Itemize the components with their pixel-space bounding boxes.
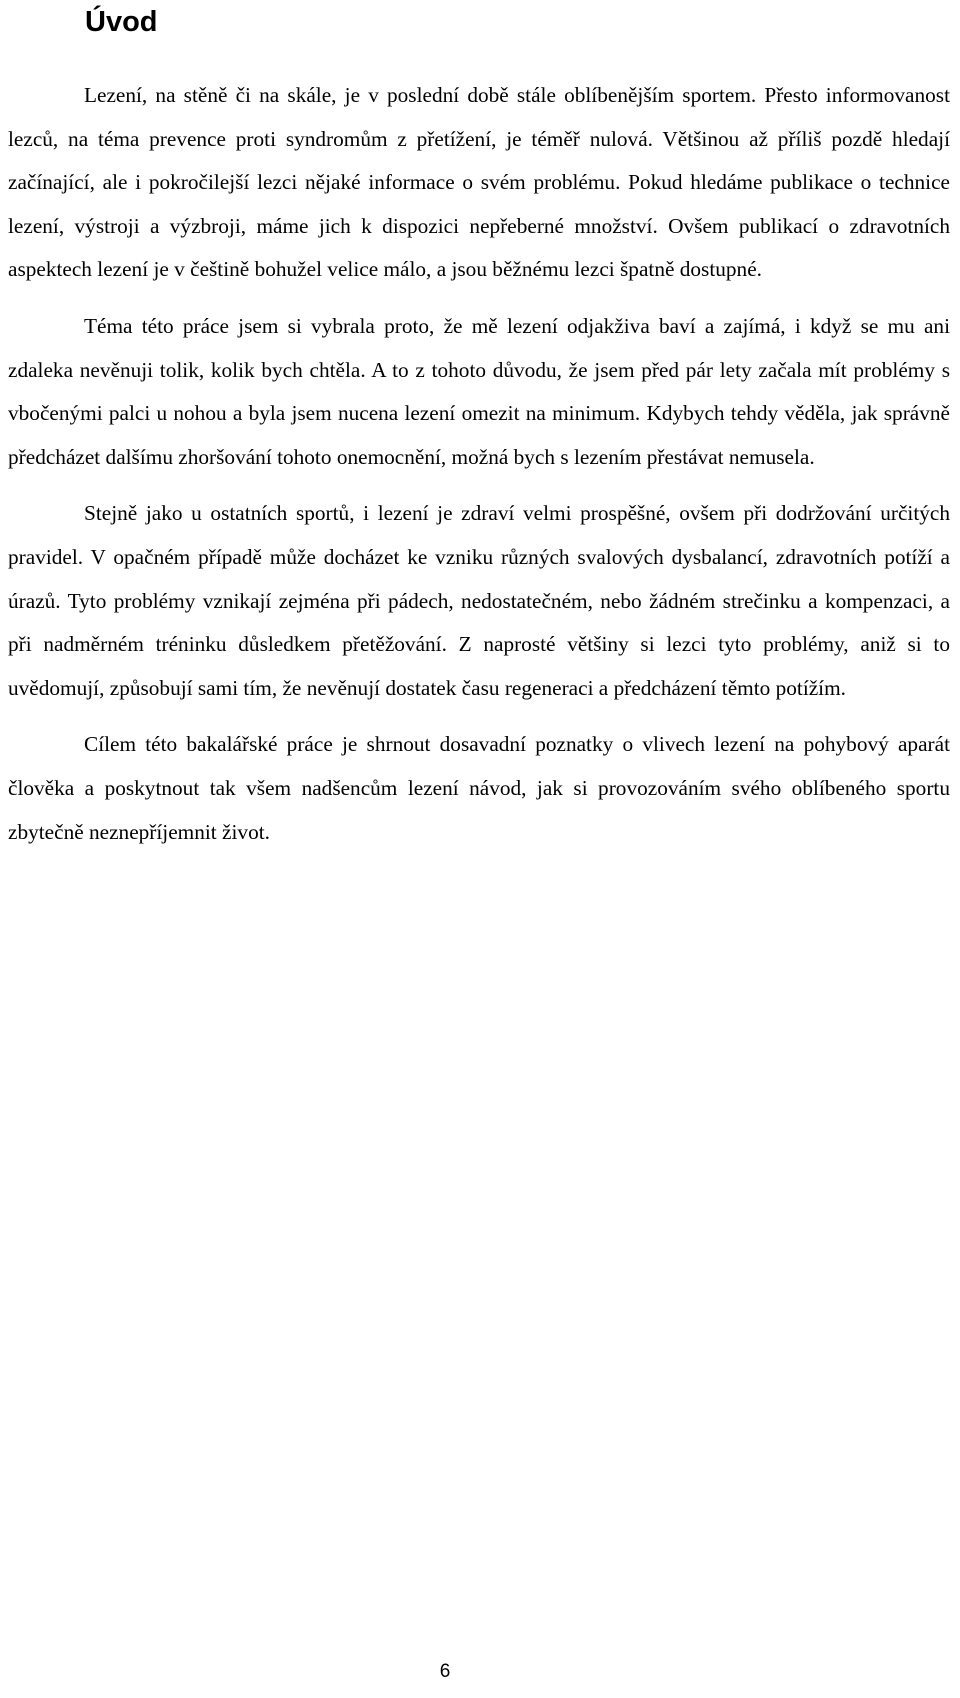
paragraph-1: Lezení, na stěně či na skále, je v poslední době stále oblíbenějším sportem. Přesto informovanost lezců, na téma prevence proti syndromům z přetížení, je téměř nulová. Většinou až příliš pozdě hledají začínající, ale i pokročilejší lezci nějaké informace o svém problému. Pokud hledáme publikace o technice lezení, výstroji a výzbroji, máme jich k dispozici nepřeberné množství. Ovšem publikací o zdravotních aspektech lezení je v češtině bohužel velice málo, a jsou běžnému lezci špatně dostupné. (8, 83, 950, 282)
paragraph-2: Téma této práce jsem si vybrala proto, že mě lezení odjakživa baví a zajímá, i když se mu ani zdaleka nevěnuji tolik, kolik bych chtěla. A to z tohoto důvodu, že jsem před pár lety začala mít problémy s vbočenými palci u nohou a byla jsem nucena lezení omezit na minimum. Kdybych tehdy věděla, jak správně předcházet dalšímu zhoršování tohoto onemocnění, možná bych s lezením přestávat nemusela. (8, 313, 950, 469)
paragraph-3: Stejně jako u ostatních sportů, i lezení je zdraví velmi prospěšné, ovšem při dodržování určitých pravidel. V opačném případě může docházet ke vzniku různých svalových dysbalancí, zdravotních potíží a úrazů. Tyto problémy vznikají zejména při pádech, nedostatečném, nebo žádném strečinku a kompenzaci, a při nadměrném tréninku důsledkem přetěžování. Z naprosté většiny si lezci tyto problémy, aniž si to uvědomují, způsobují sami tím, že nevěnují dostatek času regeneraci a předcházení těmto potížím. (8, 501, 950, 700)
section-heading: Úvod (85, 6, 158, 38)
page-number: 6 (439, 1661, 451, 1682)
paragraph-4: Cílem této bakalářské práce je shrnout dosavadní poznatky o vlivech lezení na pohybový aparát člověka a poskytnout tak všem nadšencům lezení návod, jak si provozováním svého oblíbeného sportu zbytečně neznepříjemnit život. (8, 732, 950, 844)
body-text (8, 74, 950, 854)
